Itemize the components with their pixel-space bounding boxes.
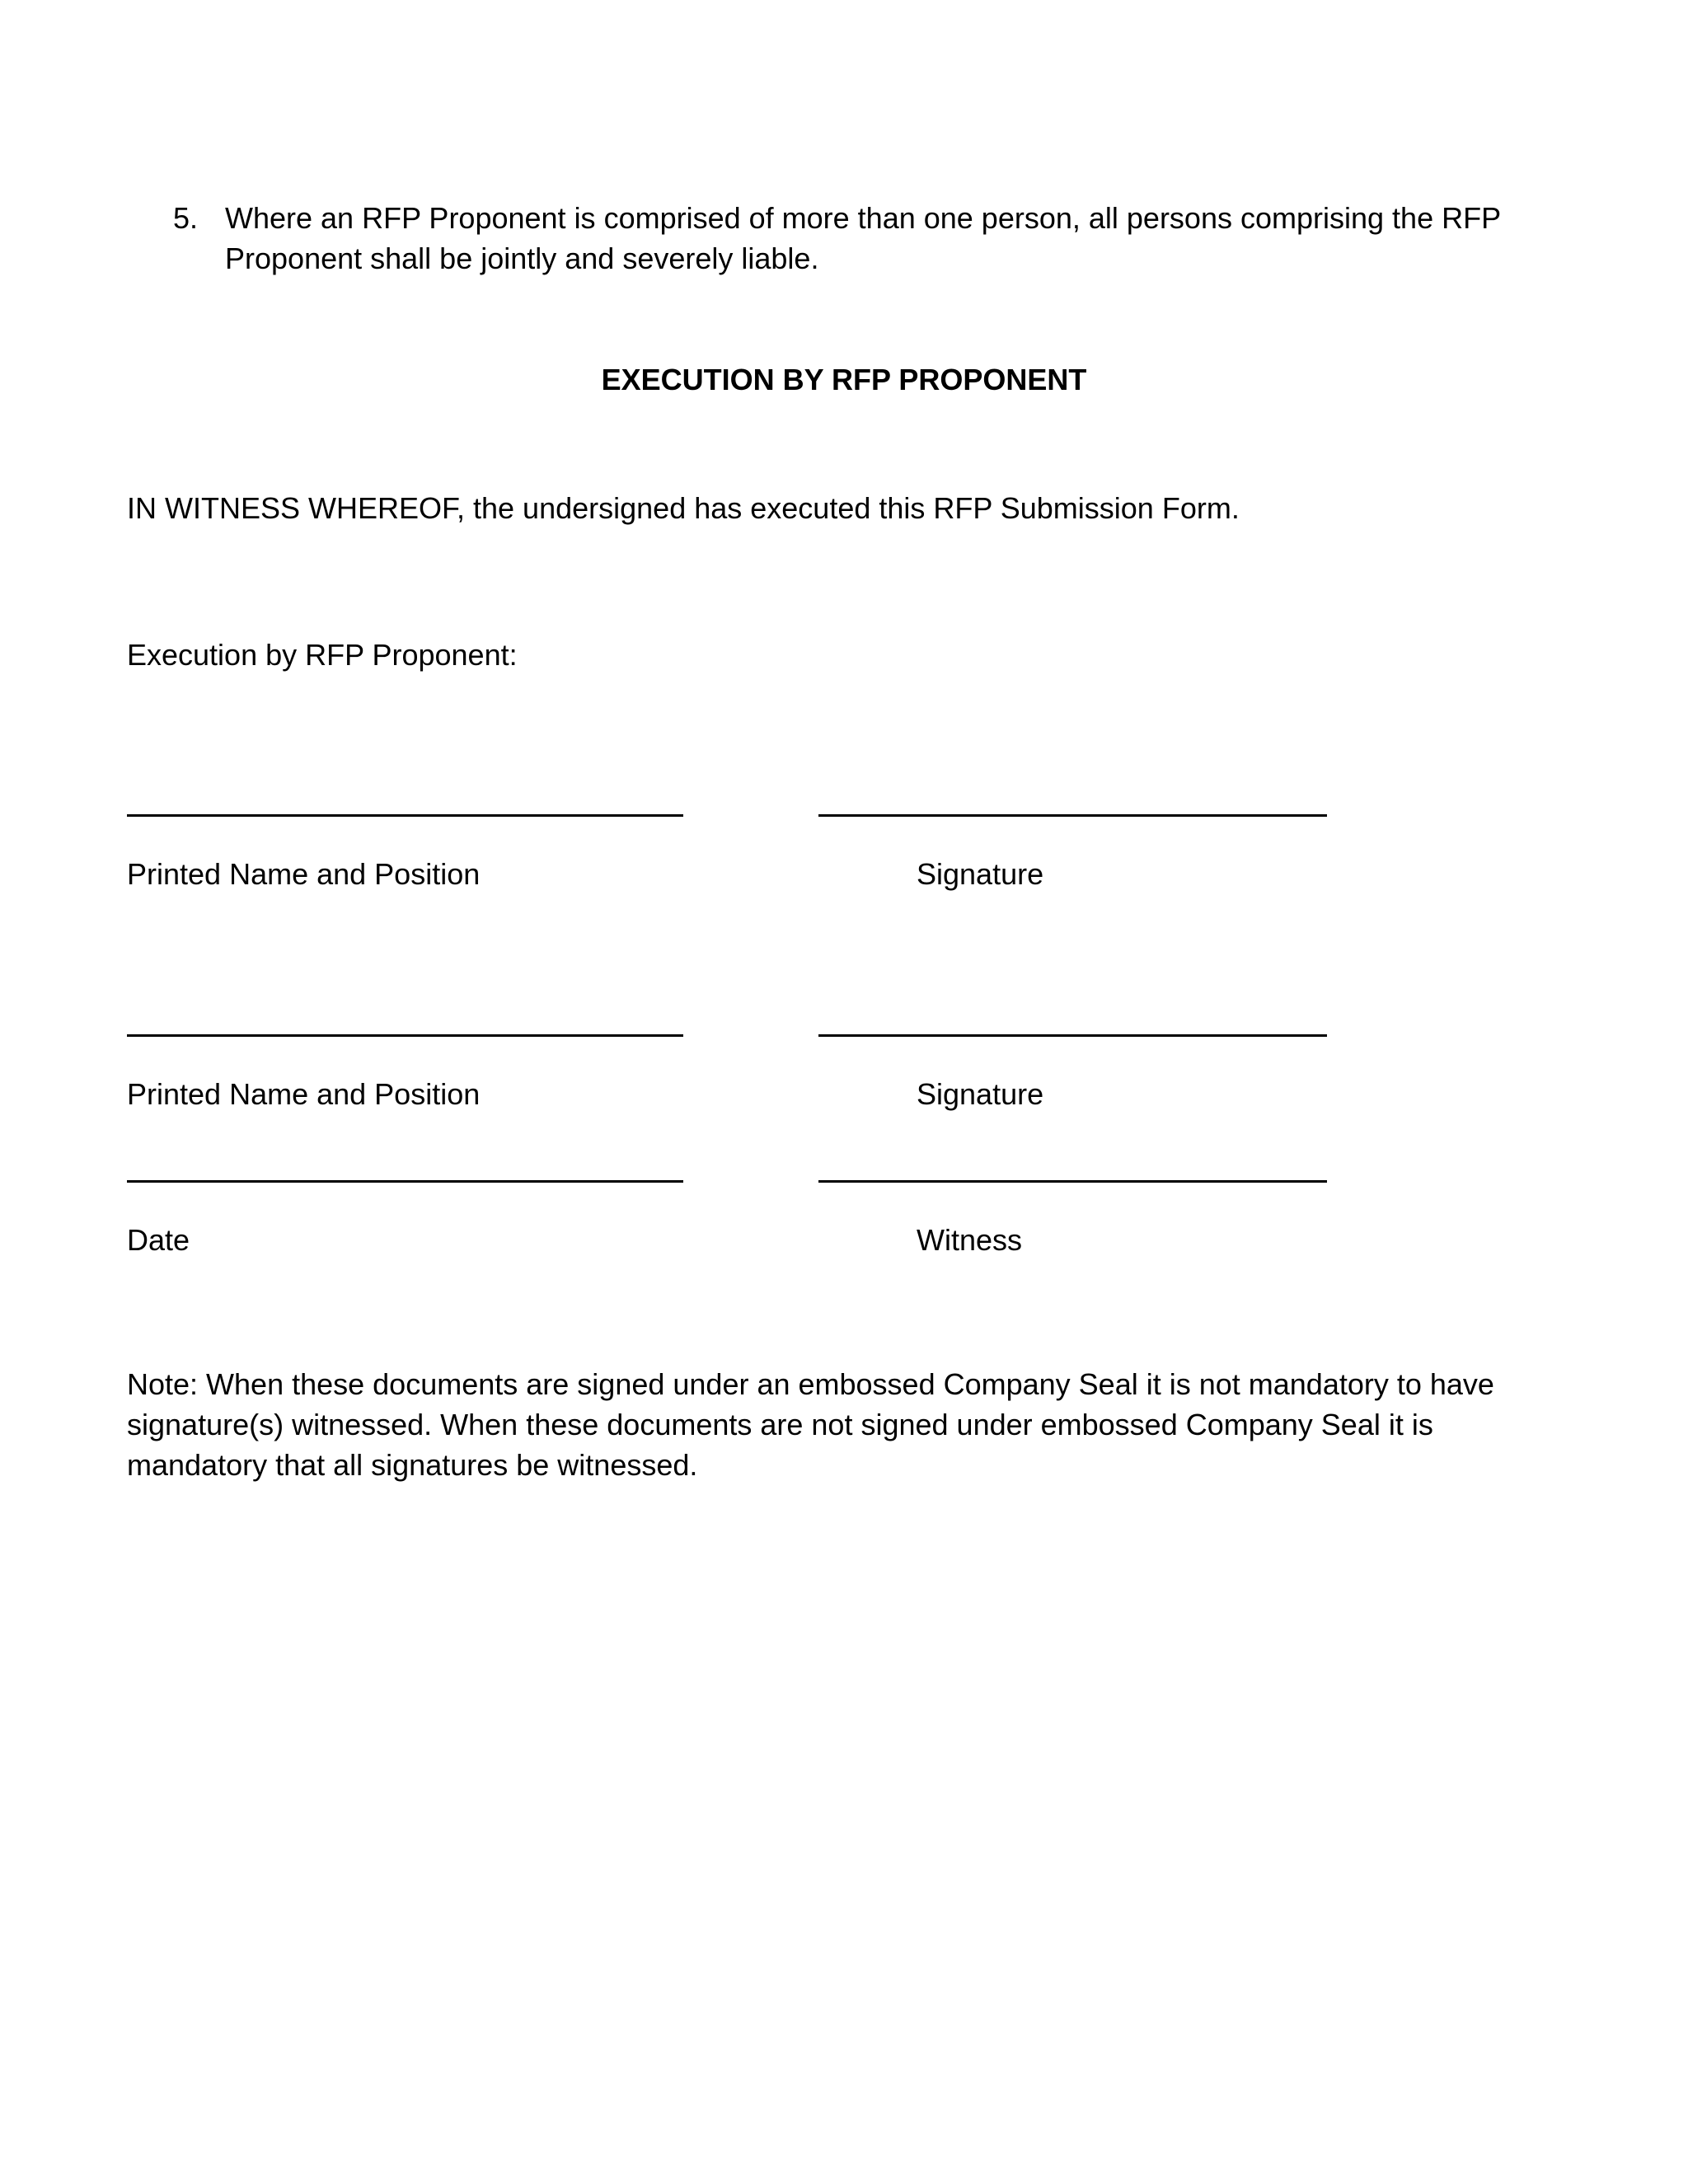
printed-name-label-2: Printed Name and Position	[127, 1077, 481, 1111]
printed-name-line-1[interactable]	[127, 814, 683, 817]
signature-label-2: Signature	[917, 1077, 1044, 1111]
witness-statement: IN WITNESS WHEREOF, the undersigned has executed this RFP Submission Form.	[127, 491, 1240, 525]
date-label: Date	[127, 1223, 190, 1257]
section-heading: EXECUTION BY RFP PROPONENT	[601, 363, 1087, 396]
printed-name-label-1: Printed Name and Position	[127, 857, 481, 891]
clause-number: 5.	[173, 201, 199, 235]
execution-label: Execution by RFP Proponent:	[127, 638, 518, 672]
signature-line-2[interactable]	[818, 1034, 1327, 1037]
witness-line[interactable]	[818, 1180, 1327, 1183]
signature-label-1: Signature	[917, 857, 1044, 891]
signature-line-1[interactable]	[818, 814, 1327, 817]
clause-text: Where an RFP Proponent is comprised of more than one person, all persons comprising the RFP Proponent shall be jointly and severely liable.	[225, 201, 1501, 275]
printed-name-line-2[interactable]	[127, 1034, 683, 1037]
date-line[interactable]	[127, 1180, 683, 1183]
witness-label: Witness	[917, 1223, 1023, 1257]
note-paragraph: Note: When these documents are signed under an embossed Company Seal it is not mandatory to have signature(s) witnessed. When these documents are not signed under embossed Company Seal it is mandatory that all signatures be witnessed.	[127, 1367, 1494, 1482]
